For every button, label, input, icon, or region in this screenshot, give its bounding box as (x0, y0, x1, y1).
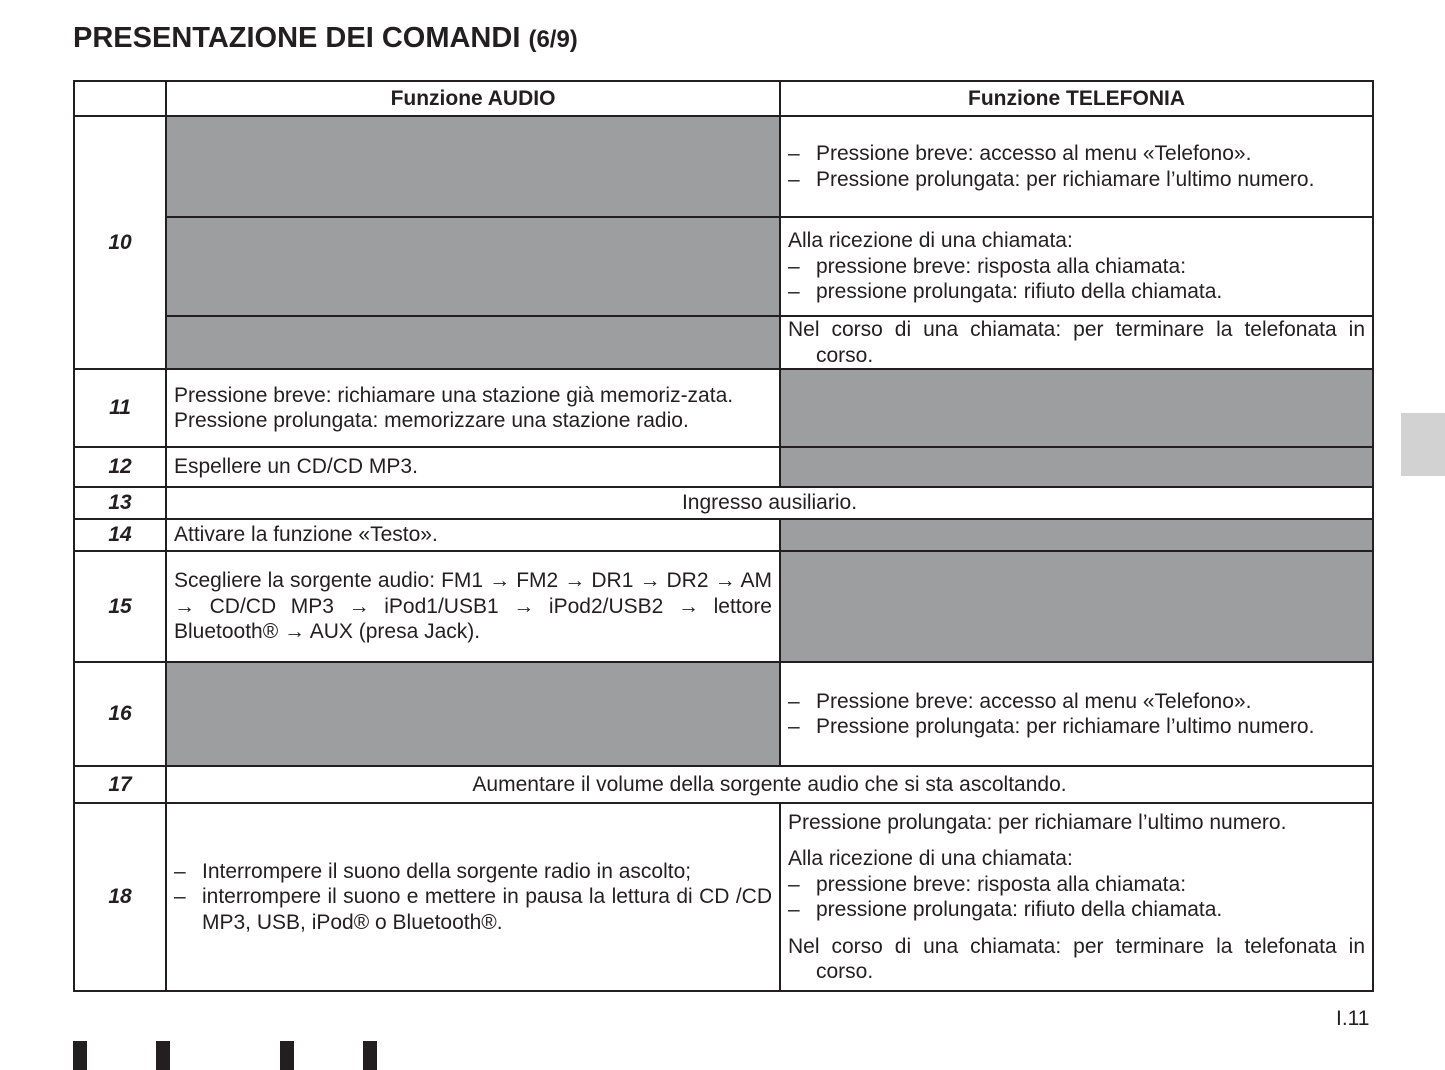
list-item: – interrompere il suono e mettere in pausa la lettura di CD /CD MP3, USB, iPod® o Bluetooth®. (174, 884, 772, 935)
audio-text: Pressione prolungata: memorizzare una stazione radio. (174, 409, 689, 432)
audio-cell: Attivare la funzione «Testo». (166, 519, 780, 551)
list-item: – pressione breve: risposta alla chiamata: (788, 872, 1365, 898)
list-item: – pressione prolungata: rifiuto della chiamata. (788, 279, 1365, 305)
audio-text: Pressione breve: richiamare una stazione già memoriz-zata. (174, 383, 734, 407)
table-row (74, 316, 1373, 369)
list-item: – pressione prolungata: rifiuto della chiamata. (788, 897, 1365, 923)
phone-cell-empty (780, 519, 1373, 551)
row-number: 16 (74, 662, 166, 766)
print-mark (156, 1041, 170, 1070)
row-number: 13 (74, 487, 166, 519)
audio-cell-empty (166, 217, 780, 316)
phone-cell (780, 316, 1373, 369)
phone-cell (780, 803, 1373, 991)
list-item: – Pressione prolungata: per richiamare l’ultimo numero. (788, 714, 1365, 740)
table-row (74, 116, 1373, 217)
phone-intro: Alla ricezione di una chiamata: (788, 847, 1073, 870)
audio-cell: Scegliere la sorgente audio: FM1 → FM2 → DR1 → DR2 → AM → CD/CD MP3 → iPod1/USB1 → iPod2/USB2 → lettore Bluetooth® → AUX (presa Jack). (166, 551, 780, 662)
header-number (74, 81, 166, 116)
table-row (74, 551, 1373, 662)
audio-cell (166, 803, 780, 991)
phone-cell (780, 116, 1373, 217)
audio-cell-empty (166, 116, 780, 217)
table-row (74, 369, 1373, 447)
row-number: 17 (74, 766, 166, 803)
phone-cell-empty (780, 551, 1373, 662)
spacer (788, 835, 1365, 846)
table-row (74, 217, 1373, 316)
page-title (73, 22, 578, 55)
row-number: 11 (74, 369, 166, 447)
row-number: 14 (74, 519, 166, 551)
audio-cell: Espellere un CD/CD MP3. (166, 447, 780, 487)
phone-text: Pressione prolungata: per richiamare l’ultimo numero. (788, 810, 1287, 834)
shared-cell: Aumentare il volume della sorgente audio che si sta ascoltando. (166, 766, 1373, 803)
row-number: 18 (74, 803, 166, 991)
phone-cell-empty (780, 369, 1373, 447)
phone-cell (780, 662, 1373, 766)
title-main: PRESENTAZIONE DEI COMANDI (73, 22, 521, 54)
header-phone: Funzione TELEFONIA (780, 81, 1373, 116)
phone-cell (780, 217, 1373, 316)
phone-cell-empty (780, 447, 1373, 487)
list-item: – Pressione breve: accesso al menu «Telefono». (788, 141, 1365, 167)
table-row (74, 487, 1373, 519)
phone-text: Nel corso di una chiamata: per terminare la telefonata in corso. (788, 934, 1365, 983)
table-header-row (74, 81, 1373, 116)
print-mark (73, 1041, 87, 1070)
print-mark (280, 1041, 294, 1070)
spacer (788, 923, 1365, 934)
audio-cell (166, 369, 780, 447)
title-page-indicator: (6/9) (528, 26, 578, 53)
audio-cell-empty (166, 662, 780, 766)
table-row (74, 803, 1373, 991)
page-number: I.11 (1336, 1007, 1370, 1030)
list-item: – Interrompere il suono della sorgente radio in ascolto; (174, 859, 772, 885)
section-tab (1401, 413, 1445, 476)
table-row (74, 447, 1373, 487)
phone-intro: Alla ricezione di una chiamata: (788, 229, 1073, 253)
row-number: 12 (74, 447, 166, 487)
row-number: 15 (74, 551, 166, 662)
print-mark (363, 1041, 377, 1070)
row-number: 10 (74, 116, 166, 369)
list-item: – pressione breve: risposta alla chiamata: (788, 254, 1365, 280)
list-item: – Pressione prolungata: per richiamare l’ultimo numero. (788, 167, 1365, 193)
table-row (74, 662, 1373, 766)
table-row (74, 519, 1373, 551)
audio-cell-empty (166, 316, 780, 369)
header-audio: Funzione AUDIO (166, 81, 780, 116)
controls-table (73, 80, 1374, 992)
shared-cell: Ingresso ausiliario. (166, 487, 1373, 519)
list-item: – Pressione breve: accesso al menu «Telefono». (788, 689, 1365, 715)
phone-text: Nel corso di una chiamata: per terminare la telefonata in corso. (788, 318, 1365, 367)
table-row (74, 766, 1373, 803)
